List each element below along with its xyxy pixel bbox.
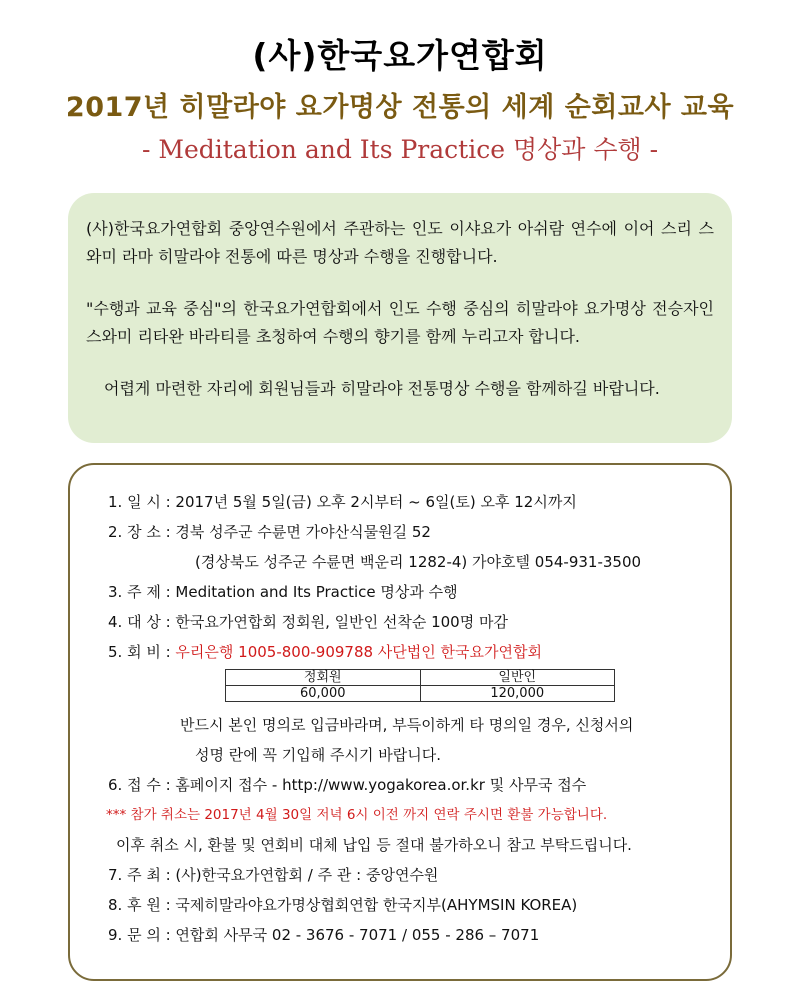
details-box [68, 463, 732, 981]
intro-paragraph-1: (사)한국요가연합회 중앙연수원에서 주관하는 인도 이샤요가 아쉬람 연수에 이어 스리 스와미 라마 히말라야 전통에 따른 명상과 수행을 진행합니다. [86, 219, 714, 266]
detail-target: 4. 대 상 : 한국요가연합회 정회원, 일반인 선착순 100명 마감 [108, 613, 508, 631]
detail-topic: 3. 주 제 : Meditation and Its Practice 명상과 수행 [108, 583, 458, 601]
event-title: 2017년 히말라야 요가명상 전통의 세계 순회교사 교육 [65, 92, 735, 123]
fee-table [225, 669, 615, 702]
cancel-notice: *** 참가 취소는 2017년 4월 30일 저녁 6시 이전 까지 연락 주시면 환불 가능합니다. [106, 807, 608, 823]
fee-account: 우리은행 1005-800-909788 사단법인 한국요가연합회 [175, 643, 542, 661]
detail-place: 2. 장 소 : 경북 성주군 수륜면 가야산식물원길 52 [108, 523, 431, 541]
detail-register: 6. 접 수 : 홈페이지 접수 - http://www.yogakorea.or.kr 및 사무국 접수 [108, 776, 587, 794]
detail-place-address: (경상북도 성주군 수륜면 백운리 1282-4) 가야호텔 054-931-3500 [195, 553, 642, 571]
detail-date: 1. 일 시 : 2017년 5월 5일(금) 오후 2시부터 ~ 6일(토) 오후 12시까지 [108, 493, 577, 511]
detail-fee [70, 637, 730, 667]
fee-note-2: 성명 란에 꼭 기입해 주시기 바랍니다. [195, 746, 441, 764]
event-subtitle: - Meditation and Its Practice 명상과 수행 - [141, 135, 659, 164]
intro-box [68, 193, 732, 443]
detail-sponsor: 8. 후 원 : 국제히말라야요가명상협회연합 한국지부(AHYMSIN KOREA) [108, 896, 578, 914]
fee-label: 5. 회 비 : [108, 643, 176, 661]
org-title: (사)한국요가연합회 [252, 36, 548, 75]
detail-contact: 9. 문 의 : 연합회 사무국 02 - 3676 - 7071 / 055 - 286 – 7071 [108, 926, 540, 944]
intro-paragraph-3: 어렵게 마련한 자리에 회원님들과 히말라야 전통명상 수행을 함께하길 바랍니다. [104, 379, 660, 398]
cancel-after: 이후 취소 시, 환불 및 연회비 대체 납입 등 절대 불가하오니 참고 부탁드립니다. [116, 836, 632, 854]
fee-header-public: 일반인 [420, 670, 615, 686]
fee-note-1: 반드시 본인 명의로 입금바라며, 부득이하게 타 명의일 경우, 신청서의 [180, 716, 634, 734]
fee-header-member: 정회원 [226, 670, 421, 686]
detail-host: 7. 주 최 : (사)한국요가연합회 / 주 관 : 중앙연수원 [108, 866, 439, 884]
fee-value-public: 120,000 [420, 686, 615, 702]
fee-value-member: 60,000 [226, 686, 421, 702]
intro-paragraph-2: "수행과 교육 중심"의 한국요가연합회에서 인도 수행 중심의 히말라야 요가명상 전승자인 스와미 리타완 바라티를 초청하여 수행의 향기를 함께 누리고자 합니다. [86, 299, 714, 346]
